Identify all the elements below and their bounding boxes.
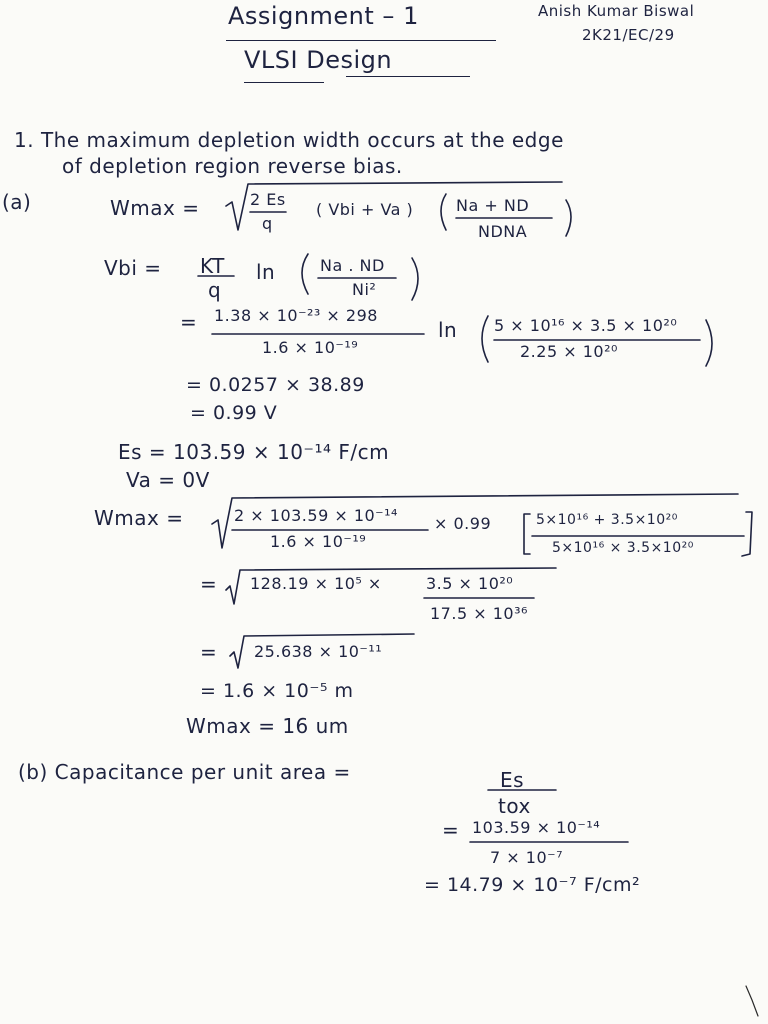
question-line-2: of depletion region reverse bias. [62,154,403,178]
wmax-term2: ( Vbi + Va ) [316,200,414,219]
vbi-ln-denominator: Ni² [352,280,377,299]
step1-paren-right [706,320,712,366]
step1-denominator: 1.6 × 10⁻¹⁹ [262,338,359,357]
step1-numerator: 1.38 × 10⁻²³ × 298 [214,306,378,325]
va-value: Va = 0V [126,468,210,492]
wmax-step2-numerator: 3.5 × 10²⁰ [426,574,514,593]
wmax-calc-bracket-left [524,514,530,554]
wmax-step3-value: 25.638 × 10⁻¹¹ [254,642,383,661]
step1-ln: ln [438,318,458,342]
wmax-bracket-numerator: 5×10¹⁶ + 3.5×10²⁰ [536,512,678,528]
author-name: Anish Kumar Biswal [538,2,695,20]
cap-result: = 14.79 × 10⁻⁷ F/cm² [424,874,641,896]
part-b-label: (b) Capacitance per unit area = [18,760,351,784]
step1-equals: = [180,310,198,334]
wmax-step4-value: = 1.6 × 10⁻⁵ m [200,680,354,702]
wmax-term3-denominator: NDNA [478,222,528,241]
wmax-step3-equals: = [200,640,218,664]
vbi-paren-right [412,258,418,300]
wmax-calc-radical [212,494,738,548]
wmax-step2-equals: = [200,572,218,596]
vbi-ln: ln [256,260,276,284]
assignment-title: Assignment – 1 [228,2,419,30]
cap-frac2-denominator: 7 × 10⁻⁷ [490,848,563,867]
vbi-label: Vbi = [104,256,162,280]
question-line-1: 1. The maximum depletion width occurs at the edge [14,128,564,152]
wmax-radical [226,182,562,230]
wmax-term3-numerator: Na + ND [456,196,530,215]
part-a-label: (a) [2,190,32,214]
cap-frac1-numerator: Es [500,768,525,792]
author-roll: 2K21/EC/29 [582,26,675,44]
wmax-formula-label: Wmax = [110,196,200,220]
vbi-result: = 0.99 V [190,402,278,424]
step2-value: = 0.0257 × 38.89 [186,374,365,396]
es-value: Es = 103.59 × 10⁻¹⁴ F/cm [118,440,390,464]
vbi-ln-numerator: Na . ND [320,256,385,275]
wmax-term3-paren-left [441,194,446,230]
page-edge [746,986,758,1016]
wmax-term1-numerator: 2 Es [250,190,286,209]
wmax-step3-radical [230,634,414,668]
vbi-frac-denominator: q [208,278,222,302]
wmax-term1-denominator: q [262,214,273,233]
cap-eq2: = [442,818,460,842]
cap-frac2-numerator: 103.59 × 10⁻¹⁴ [472,818,601,837]
wmax-calc-denominator: 1.6 × 10⁻¹⁹ [270,532,367,551]
wmax-step2-denominator: 17.5 × 10³⁶ [430,604,528,623]
course-title: VLSI Design [244,46,393,74]
cap-frac1-denominator: tox [498,794,531,818]
step1-ln-numerator: 5 × 10¹⁶ × 3.5 × 10²⁰ [494,316,678,335]
wmax-calc-numerator: 2 × 103.59 × 10⁻¹⁴ [234,506,398,525]
vbi-paren-left [302,254,308,294]
step1-paren-left [482,316,488,362]
wmax-calc-label: Wmax = [94,506,184,530]
step1-ln-denominator: 2.25 × 10²⁰ [520,342,618,361]
wmax-bracket-denominator: 5×10¹⁶ × 3.5×10²⁰ [552,540,694,556]
vbi-frac-numerator: KT [200,254,225,278]
wmax-calc-multiplier: × 0.99 [434,514,492,533]
wmax-calc-bracket-right [742,512,752,556]
wmax-result: Wmax = 16 um [186,714,349,738]
wmax-step2-term: 128.19 × 10⁵ × [250,574,382,593]
wmax-term3-paren-right [566,200,571,236]
